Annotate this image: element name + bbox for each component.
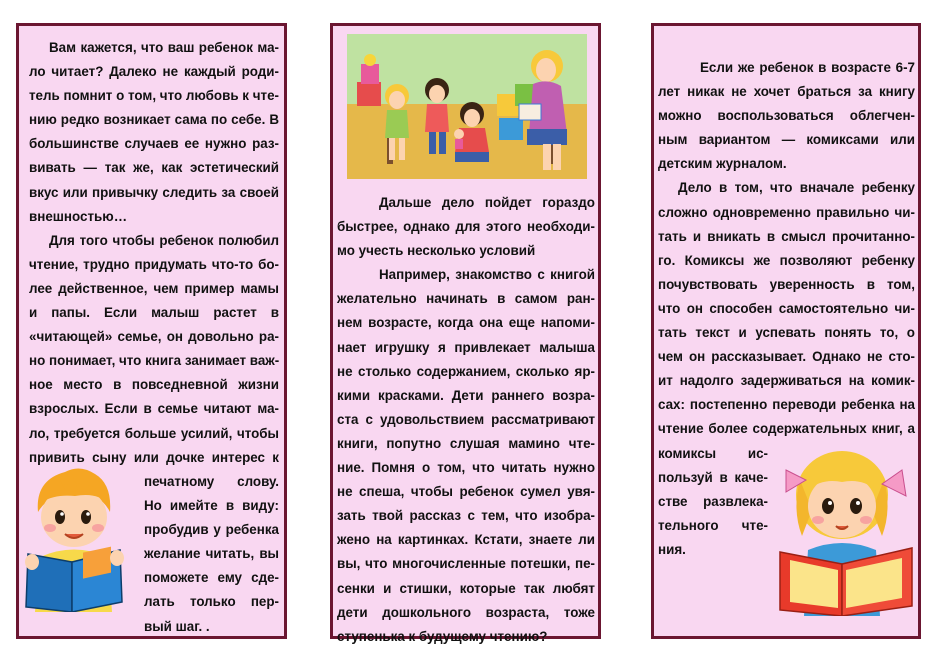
mother-reading-to-children-illustration [347,34,587,179]
text-line: привить сыну или дочке интерес к [29,449,279,465]
text-line: взрослых. Если в семье читают ма- [29,401,279,417]
text-line: ние. Помня о том, что читать нужно [337,460,595,476]
text-line: вкус или привычку следить за своей [29,184,279,200]
text-line: нем возрасте, когда она еще напоми- [337,315,595,331]
text-line: детским журналом. [658,156,787,172]
text-line: ло, требуется больше усилий, чтобы [29,425,279,441]
text-line: сложно одновременно правильно чи- [658,204,915,220]
text-line: нию редко возникает сама по себе. В [29,112,279,128]
text-line: стве развлека- [658,494,768,510]
text-line: ным вариантом — комиксами или [658,132,915,148]
panel-middle-text [337,191,595,649]
text-line: тельного чте- [658,518,768,534]
text-line: тать текст и успевать понять то, о [658,325,915,341]
text-line: желательно начинать в самом ран- [337,291,595,307]
text-line: чем он рассказывает. Однако не сто- [658,349,915,365]
text-line: дети дошкольного возраста, тоже [337,604,595,620]
text-line: не спеша, чтобы ребенок сумел увя- [337,484,595,500]
text-line: почувствовать уверенность в том, [658,276,915,292]
boy-reading-illustration [20,462,125,612]
text-line: вый шаг. . [144,618,210,634]
text-line: лать только пер- [144,594,279,610]
text-line: Но имейте в виду: [144,498,279,514]
text-line: лее действенное, чем пример мамы [29,280,279,296]
text-line: «читающей» семье, он довольно ра- [29,329,279,345]
text-line: сенки и стишки, которые так любят [337,580,595,596]
panel-middle [330,23,601,644]
text-line: Дело в том, что вначале ребенку [678,180,915,196]
text-line: ное место в повседневной жизни [29,377,279,393]
text-line: лет никак не хочет браться за книгу [658,84,915,100]
text-line: зать твой рассказ с тем, что изобра- [337,508,595,524]
text-line: и папы. Если малыш растет в [29,305,279,321]
text-line: ния. [658,542,686,558]
panel-right-tail [658,442,768,562]
text-line: поможете ему сде- [144,570,279,586]
text-line: тать и вникать в смысл прочитанно- [658,228,915,244]
panel-right-text [658,56,915,442]
text-line: сах: постепенно переводи ребенка на [658,397,915,413]
panel-left-tail [144,470,279,639]
text-line: книги, попутно слушая мамино чте- [337,435,595,451]
text-line: Вам кажется, что ваш ребенок ма- [49,40,279,55]
text-line: чтение, трудно придумать что-то бо- [29,256,279,272]
text-line: ста с удовольствием рассматривают [337,411,595,427]
text-line: пользуй в каче- [658,470,768,486]
text-line: быстрее, однако для этого необходи- [337,219,595,235]
text-line: Например, знакомство с книгой [379,267,595,283]
text-line: чтение более содержательных книг, а [658,421,915,437]
text-line: печатному слову. [144,474,279,489]
text-line: что он способен самостоятельно чи- [658,300,915,316]
text-line: желание читать, вы [144,546,279,562]
text-line: не столько содержанием, сколько яр- [337,363,595,379]
text-line: нает игрушку я привлекает малыша [337,339,595,355]
text-line: Для того чтобы ребенок полюбил [49,232,279,248]
girl-reading-illustration [772,440,920,616]
text-line: большинстве случаев ее нужно раз- [29,136,279,152]
text-line: жено на картинках. Кстати, знаете ли [337,532,595,548]
text-line: мо учесть несколько условий [337,243,536,259]
text-line: но понимает, что книга занимает важ- [29,353,280,369]
text-line: пробудив у ребенка [144,522,279,538]
text-line: кими красками. Дети раннего возра- [337,387,595,403]
text-line: внешностью… [29,208,128,224]
text-line: Если же ребенок в возрасте 6-7 [700,60,915,75]
text-line: го. Комиксы же позволяют ребенку [658,252,915,268]
text-line: тель помнит о том, что любовь к чте- [29,88,279,104]
text-line: ит надолго задерживаться на комик- [658,373,915,389]
text-line: вы, что многочисленные потешки, пе- [337,556,595,572]
text-line: можно воспользоваться облегчен- [658,108,915,124]
text-line: ло читает? Далеко не каждый роди- [29,64,279,80]
text-line: Дальше дело пойдет гораздо [379,195,595,210]
text-line: ступенька к будущему чтению? [337,628,548,644]
text-line: вивать — так же, как эстетический [29,160,279,176]
text-line: комиксы ис- [658,446,768,461]
panel-left-text [29,36,279,470]
